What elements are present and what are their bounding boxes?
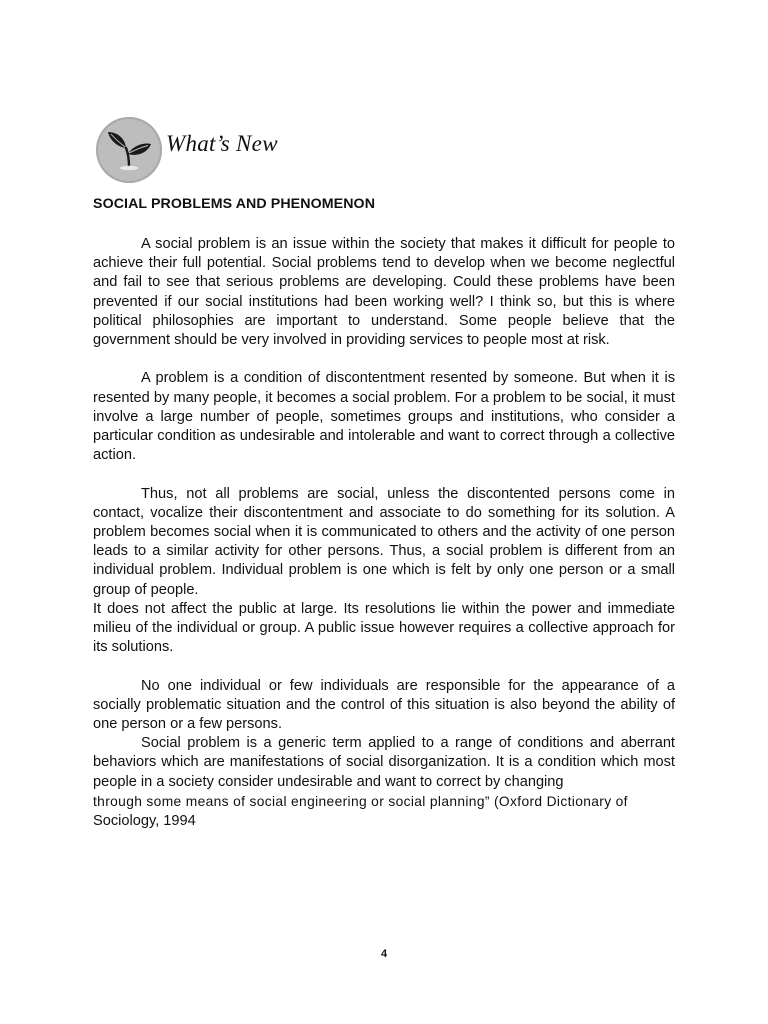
paragraph: No one individual or few individuals are responsible for the appearance of a socially problematic situation and the control of this situation is also beyond the ability of one person or a few persons.	[93, 677, 675, 733]
paragraph: A social problem is an issue within the society that makes it difficult for people to achieve their full potential. Social problems tend to develop when we become neglectful and fail to see that serious problems are developing. Could these problems have been prevented if our social institutions had been working well? I think so, but this is where political philosophies are important to understand. Some people believe that the government should be very involved in providing services to people most at risk.	[93, 236, 675, 349]
quote-run: through some means of social engineering or social planning” (Oxford Dictionary of	[93, 793, 628, 809]
sprout-icon	[96, 117, 162, 183]
paragraph: Social problem is a generic term applied to a range of conditions and aberrant behaviors which are manifestations of social disorganization. It is a condition which most people in a society consider undesirable and want to correct by changing	[93, 735, 675, 790]
paragraph: It does not affect the public at large. Its resolutions lie within the power and immediate milieu of the individual or group. A public issue however requires a collective approach for its solutions.	[93, 600, 675, 656]
quote-tail: Sociology, 1994	[93, 813, 196, 830]
header-title: What’s New	[166, 131, 278, 156]
section-title: SOCIAL PROBLEMS AND PHENOMENON	[93, 196, 376, 212]
page-number: 4	[380, 948, 388, 960]
quote-line	[93, 792, 675, 812]
body-text	[93, 235, 675, 831]
paragraph: Thus, not all problems are social, unless the discontented persons come in contact, vocalize their discontentment and associate to do something for its solution. A problem becomes social when it is communicated to others and the activity of one person leads to a similar activity for other persons. Thus, a social problem is different from an individual problem. Individual problem is one which is felt by only one person or a small group of people.	[93, 485, 675, 598]
paragraph: A problem is a condition of discontentment resented by someone. But when it is resented by many people, it becomes a social problem. For a problem to be social, it must involve a large number of people, sometimes groups and institutions, who consider a particular condition as undesirable and intolerable and want to correct through a collective action.	[93, 370, 675, 464]
